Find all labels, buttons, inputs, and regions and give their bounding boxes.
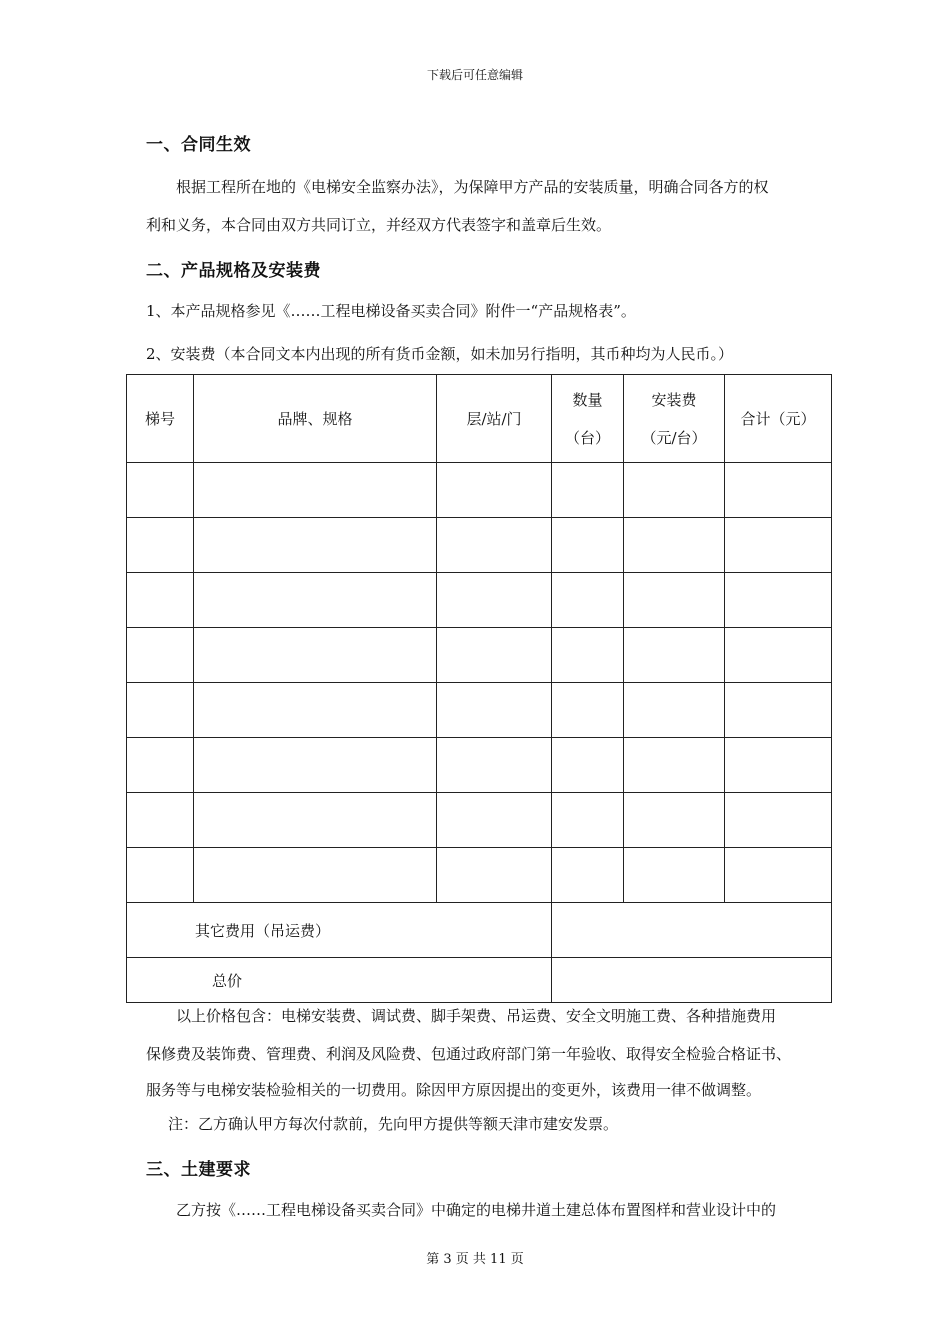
header-quantity-line-1: 数量 [572,390,603,409]
table-cell[interactable] [624,683,725,738]
invoice-remark: 注：乙方确认甲方每次付款前，先向甲方提供等额天津市建安发票。 [168,1115,619,1133]
table-cell[interactable] [725,573,832,628]
table-cell[interactable] [725,738,832,793]
table-cell[interactable] [127,463,194,518]
price-includes-line-2: 保修费及装饰费、管理费、利润及风险费、包通过政府部门第一年验收、取得安全检验合格证书、 [146,1045,792,1063]
table-cell[interactable] [437,463,552,518]
table-cell[interactable] [552,738,624,793]
table-cell[interactable] [194,683,437,738]
table-cell[interactable] [437,628,552,683]
table-cell[interactable] [624,738,725,793]
table-cell[interactable] [725,628,832,683]
table-row [127,848,832,903]
table-cell[interactable] [552,463,624,518]
table-cell[interactable] [552,793,624,848]
table-cell[interactable] [437,518,552,573]
header-install-fee [624,375,725,463]
table-header-row [127,375,832,463]
table-cell[interactable] [194,793,437,848]
table-cell[interactable] [437,793,552,848]
other-fees-value-cell[interactable] [552,903,832,958]
header-brand-spec: 品牌、规格 [194,375,437,463]
table-cell[interactable] [624,848,725,903]
table-row [127,628,832,683]
page-header: 下载后可任意编辑 [426,68,523,82]
section-1-para-line-2: 利和义务，本合同由双方共同订立，并经双方代表签字和盖章后生效。 [146,216,612,234]
table-cell[interactable] [624,793,725,848]
table-cell[interactable] [552,628,624,683]
table-cell[interactable] [127,573,194,628]
table-cell[interactable] [725,848,832,903]
table-cell[interactable] [194,518,437,573]
table-cell[interactable] [552,683,624,738]
table-cell[interactable] [127,628,194,683]
table-cell[interactable] [624,518,725,573]
table-cell[interactable] [624,573,725,628]
table-row [127,573,832,628]
other-fees-label: 其它费用（吊运费） [127,903,552,958]
table-cell[interactable] [127,683,194,738]
table-cell[interactable] [725,683,832,738]
header-install-fee-line-1: 安装费 [651,390,697,409]
table-row [127,738,832,793]
price-includes-line-3: 服务等与电梯安装检验相关的一切费用。除因甲方原因提出的变更外，该费用一律不做调整。 [146,1081,762,1099]
table-cell[interactable] [552,518,624,573]
table-cell[interactable] [194,628,437,683]
section-2-item-1: 1、本产品规格参见《……工程电梯设备买卖合同》附件一“产品规格表”。 [146,302,636,320]
table-cell[interactable] [437,573,552,628]
header-total: 合计（元） [725,375,832,463]
table-cell[interactable] [194,738,437,793]
table-cell[interactable] [725,518,832,573]
section-1-para-line-1: 根据工程所在地的《电梯安全监察办法》，为保障甲方产品的安装质量，明确合同各方的权 [176,178,769,196]
table-cell[interactable] [725,463,832,518]
table-cell[interactable] [127,848,194,903]
price-includes-line-1: 以上价格包含：电梯安装费、调试费、脚手架费、吊运费、安全文明施工费、各种措施费用 [176,1007,777,1025]
section-3-title: 三、土建要求 [146,1160,251,1180]
other-fees-row [127,903,832,958]
installation-fee-table [126,374,832,1003]
table-cell[interactable] [552,848,624,903]
table-row [127,683,832,738]
table-cell[interactable] [194,848,437,903]
table-cell[interactable] [437,738,552,793]
table-cell[interactable] [437,683,552,738]
total-price-row [127,958,832,1003]
table-cell[interactable] [437,848,552,903]
total-price-label: 总价 [127,958,552,1003]
table-cell[interactable] [127,793,194,848]
total-price-value-cell[interactable] [552,958,832,1003]
table-cell[interactable] [194,463,437,518]
section-1-title: 一、合同生效 [146,135,251,155]
page-footer: 第 3 页 共 11 页 [426,1252,524,1267]
header-install-fee-line-2: （元/台） [641,428,707,447]
header-floors-stops-doors: 层/站/门 [437,375,552,463]
table-cell[interactable] [624,463,725,518]
table-cell[interactable] [127,738,194,793]
table-cell[interactable] [552,573,624,628]
table-row [127,518,832,573]
header-elevator-no: 梯号 [127,375,194,463]
table-cell[interactable] [127,518,194,573]
section-3-para-line-1: 乙方按《……工程电梯设备买卖合同》中确定的电梯井道土建总体布置图样和营业设计中的 [176,1201,777,1219]
header-quantity-line-2: （台） [564,428,610,447]
section-2-title: 二、产品规格及安装费 [146,261,321,281]
table-row [127,463,832,518]
table-cell[interactable] [194,573,437,628]
table-cell[interactable] [624,628,725,683]
header-quantity [552,375,624,463]
table-cell[interactable] [725,793,832,848]
table-row [127,793,832,848]
section-2-item-2: 2、安装费（本合同文本内出现的所有货币金额，如未加另行指明，其币种均为人民币。） [146,345,734,363]
